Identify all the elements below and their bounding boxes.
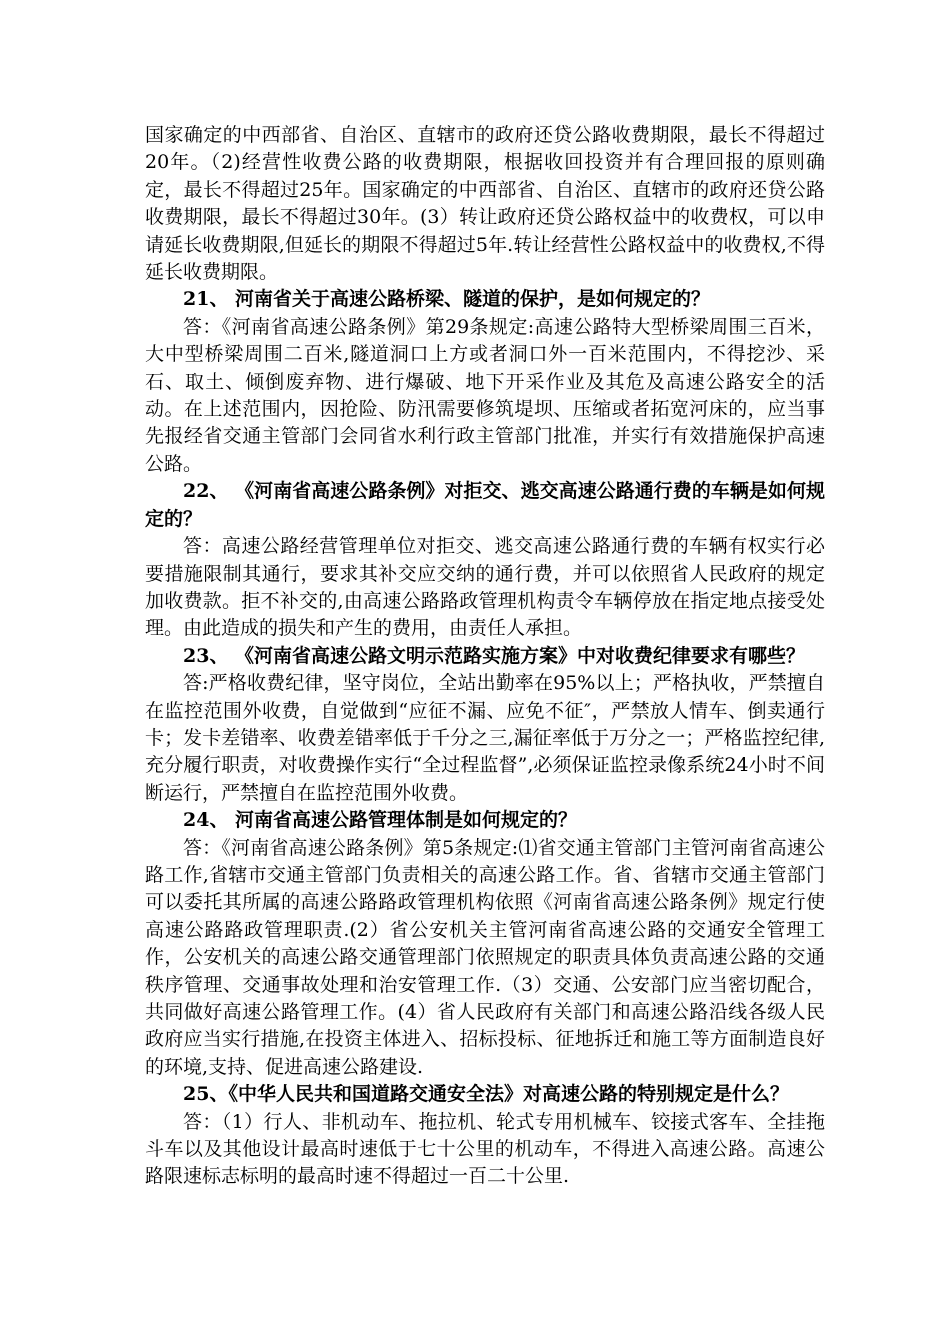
answer-25: 答：（1）行人、非机动车、拖拉机、轮式专用机械车、铰接式客车、全挂拖斗车以及其他设计最高时速低于七十公里的机动车，不得进入高速公路。高速公路限速标志标明的最高时速不得超过一百二十公里. [145, 1110, 825, 1188]
answer-24: 答：《河南省高速公路条例》第5条规定:⑴省交通主管部门主管河南省高速公路工作,省辖市交通主管部门负责相关的高速公路工作。省、省辖市交通主管部门可以委托其所属的高速公路路政管理机构依照《河南省高速公路条例》规定行使高速公路路政管理职责.(2）省公安机关主管河南省高速公路的交通安全管理工作，公安机关的高速公路交通管理部门依照规定的职责具体负责高速公路的交通秩序管理、交通事故处理和治安管理工作.（3）交通、公安部门应当密切配合，共同做好高速公路管理工作。(4）省人民政府有关部门和高速公路沿线各级人民政府应当实行措施,在投资主体进入、招标投标、征地拆迁和施工等方面制造良好的环境,支持、促进高速公路建设. [145, 836, 825, 1078]
question-21: 21、 河南省关于高速公路桥梁、隧道的保护，是如何规定的？ [183, 288, 711, 311]
answer-22: 答：高速公路经营管理单位对拒交、逃交高速公路通行费的车辆有权实行必要措施限制其通行，要求其补交应交纳的通行费，并可以依照省人民政府的规定加收费款。拒不补交的,由高速公路路政管理机构责令车辆停放在指定地点接受处理。由此造成的损失和产生的费用，由责任人承担。 [145, 535, 825, 640]
intro-paragraph: 国家确定的中西部省、自治区、直辖市的政府还贷公路收费期限，最长不得超过20年。（2)经营性收费公路的收费期限，根据收回投资并有合理回报的原则确定，最长不得超过25年。国家确定的中西部省、自治区、直辖市的政府还贷公路收费期限，最长不得超过30年。(3）转让政府还贷公路权益中的收费权，可以申请延长收费期限,但延长的期限不得超过5年.转让经营性公路权益中的收费权,不得延长收费期限。 [145, 124, 825, 284]
question-23: 23、 《河南省高速公路文明示范路实施方案》中对收费纪律要求有哪些？ [183, 644, 806, 667]
answer-23: 答:严格收费纪律，坚守岗位，全站出勤率在95%以上；严格执收，严禁擅自在监控范围外收费，自觉做到“应征不漏、应免不征″，严禁放人情车、倒卖通行卡；发卡差错率、收费差错率低于千分之三,漏征率低于万分之一；严格监控纪律,充分履行职责，对收费操作实行“全过程监督”,必须保证监控录像系统24小时不间断运行，严禁擅自在监控范围外收费。 [145, 672, 825, 804]
question-24: 24、 河南省高速公路管理体制是如何规定的？ [183, 809, 578, 832]
question-22: 22、 《河南省高速公路条例》对拒交、逃交高速公路通行费的车辆是如何规定的？ [145, 480, 825, 530]
answer-21: 答：《河南省高速公路条例》第29条规定:高速公路特大型桥梁周围三百米，大中型桥梁周围二百米,隧道洞口上方或者洞口外一百米范围内，不得挖沙、采石、取土、倾倒废弃物、进行爆破、地下开采作业及其危及高速公路安全的活动。在上述范围内，因抢险、防汛需要修筑堤坝、压缩或者拓宽河床的，应当事先报经省交通主管部门会同省水利行政主管部门批准，并实行有效措施保护高速公路。 [145, 315, 825, 475]
document-page [145, 122, 825, 1191]
question-25: 25、《中华人民共和国道路交通安全法》对高速公路的特别规定是什么？ [183, 1083, 789, 1106]
